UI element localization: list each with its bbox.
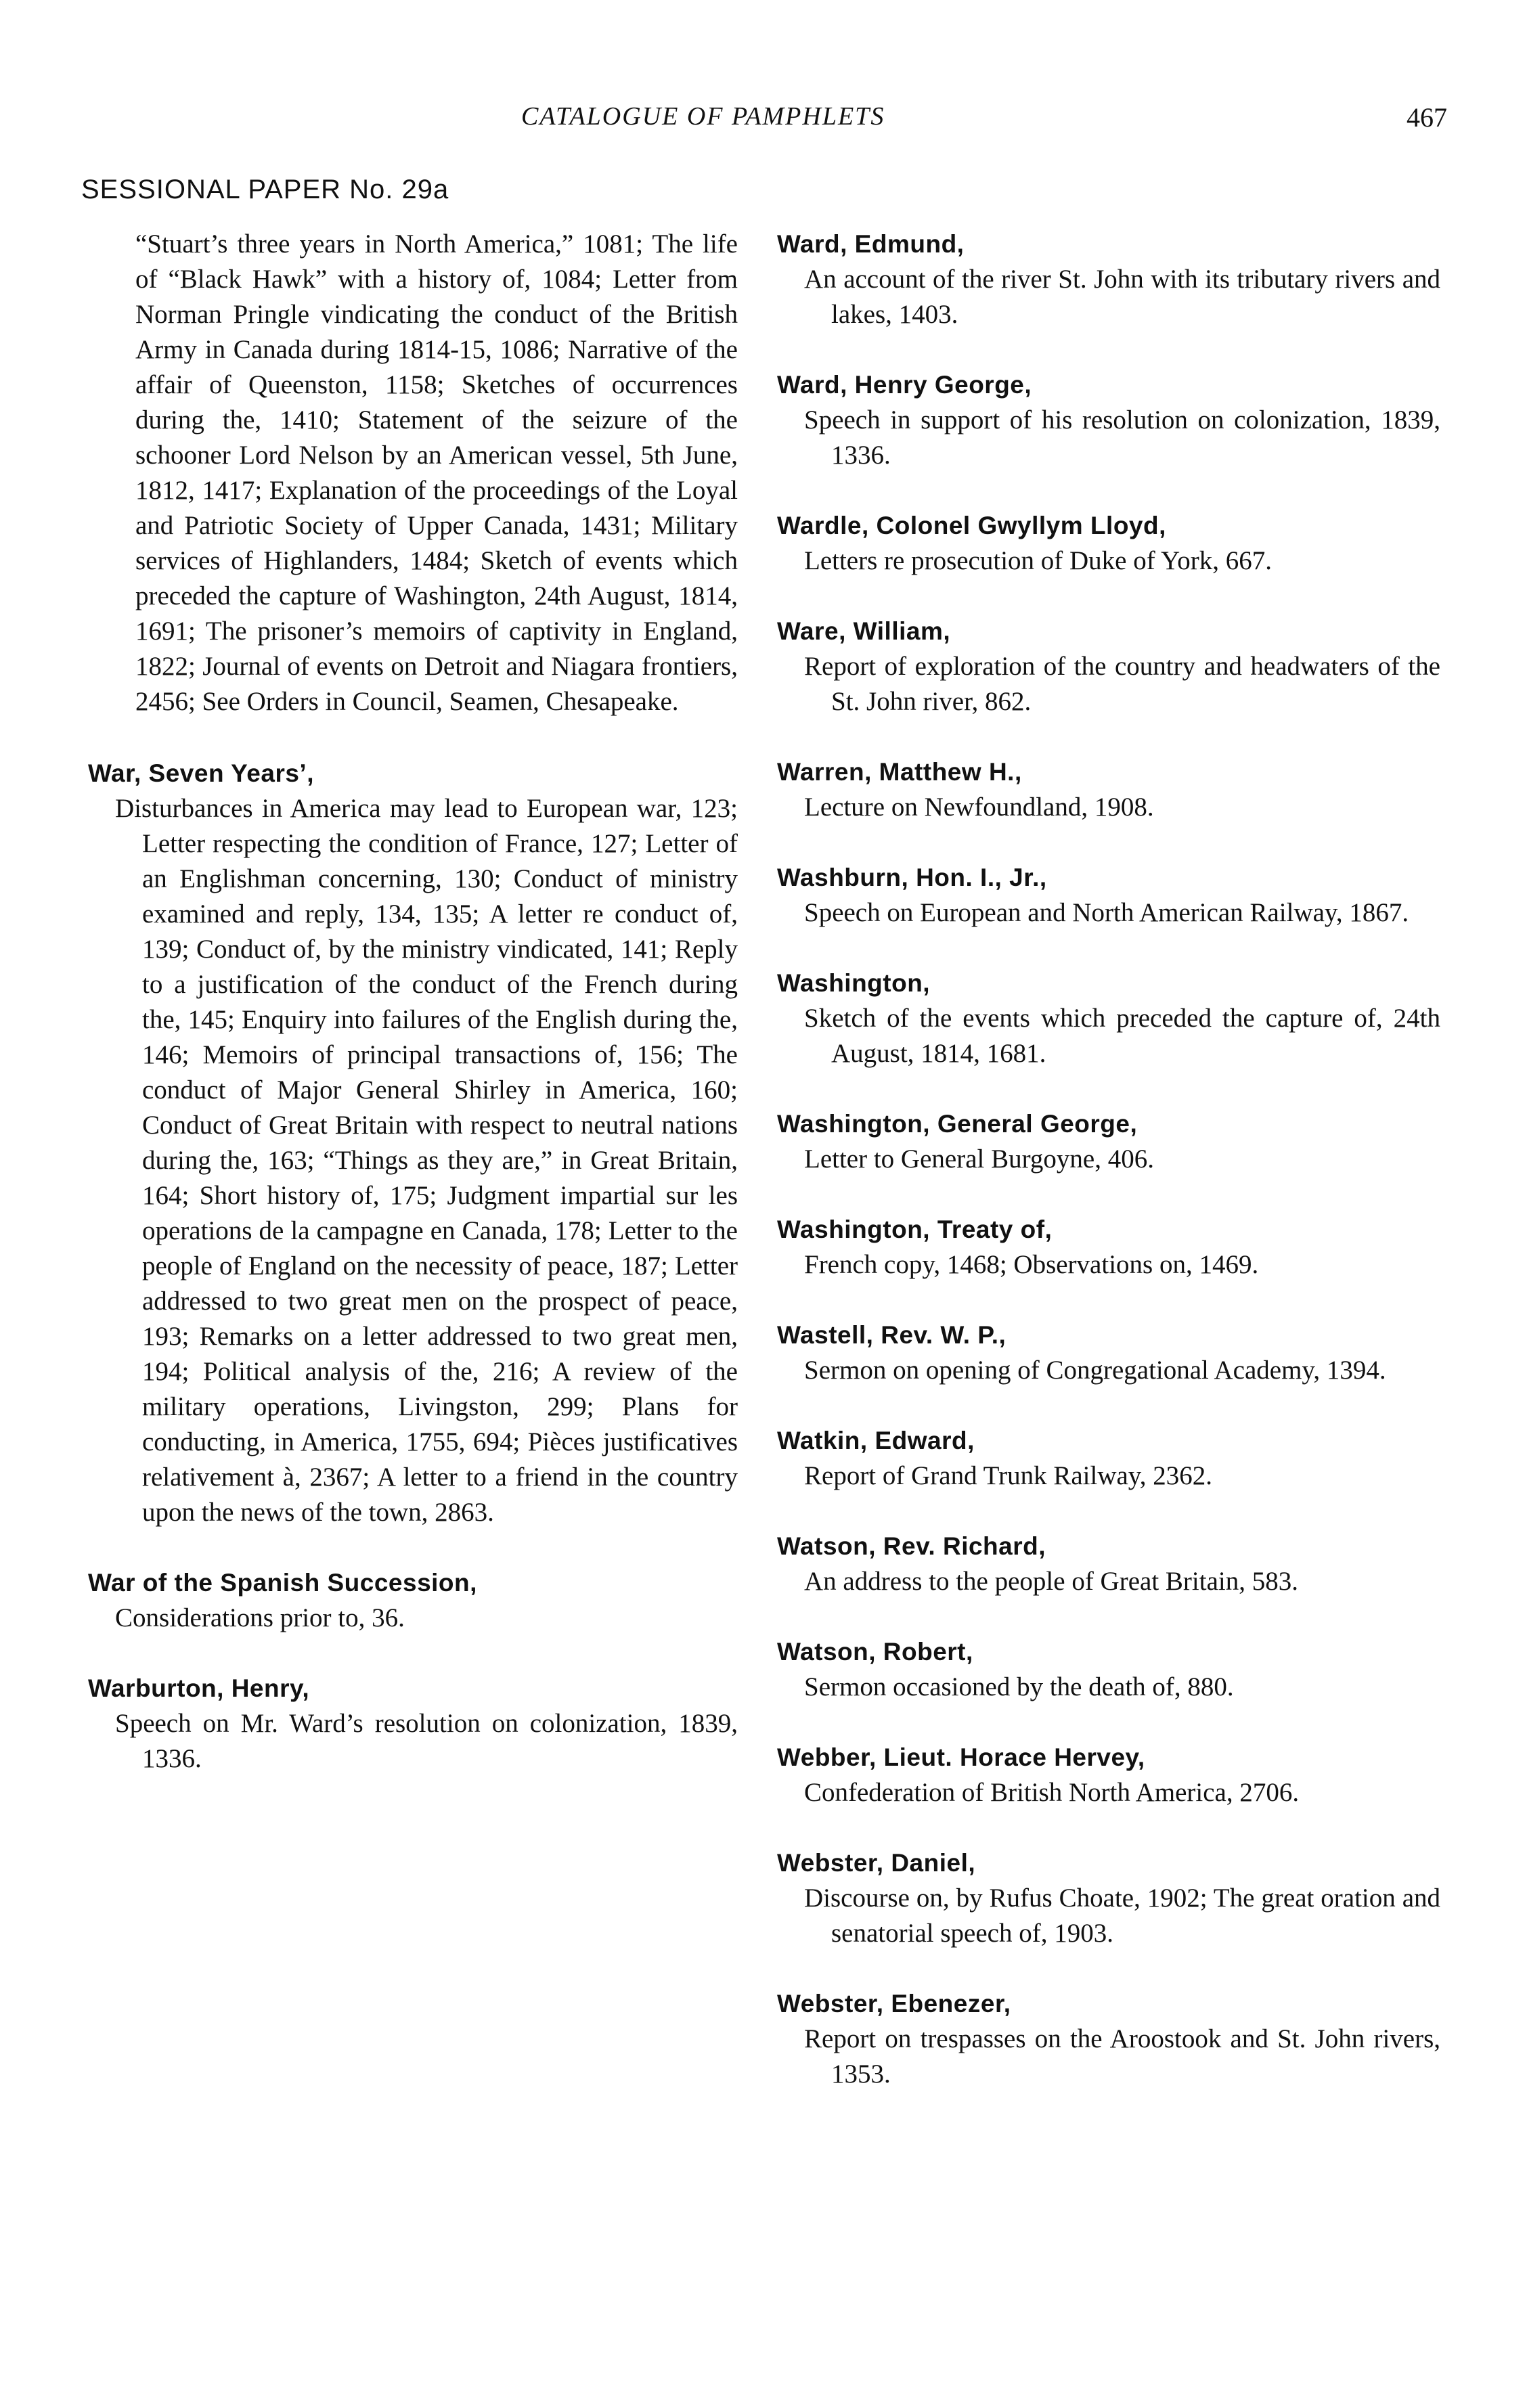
page-number: 467 [1407, 102, 1447, 133]
entry-heading: War of the Spanish Succession, [88, 1569, 477, 1597]
catalogue-entry [777, 966, 1440, 1071]
entry-text: Sermon occasioned by the death of, 880. [804, 1672, 1234, 1701]
continued-entry-text: “Stuart’s three years in North America,” 1081; The life of “Black Hawk” with a history of, 1084; Letter from Norman Pringle vindicating the conduct of the British Army in Canada during 1814-15, 1086; Narrative of the affair of Queenston, 1158; Sketches of occurrences during the, 1410; Statement of the seizure of the schooner Lord Nelson by an American vessel, 5th June, 1812, 1417; Explanation of the proceedings of the Loyal and Patriotic Society of Upper Canada, 1431; Military services of Highlanders, 1484; Sketch of events which preceded the capture of Washington, 24th August, 1814, 1691; The prisoner’s memoirs of captivity in England, 1822; Journal of events on Detroit and Niagara frontiers, 2456; See Orders in Council, Seamen, Chesapeake. [135, 229, 738, 716]
catalogue-entry [777, 367, 1440, 473]
entry-heading: Webber, Lieut. Horace Hervey, [777, 1743, 1145, 1771]
entry-heading: Warren, Matthew H., [777, 758, 1022, 786]
entry-heading: Watkin, Edward, [777, 1427, 975, 1454]
entry-text: Speech in support of his resolution on colonization, 1839, 1336. [804, 405, 1440, 470]
entry-heading: Webster, Ebenezer, [777, 1990, 1011, 2017]
catalogue-entry [777, 1634, 1440, 1705]
entry-heading: Webster, Daniel, [777, 1849, 976, 1877]
entry-heading: Washington, [777, 969, 931, 997]
catalogue-entry [88, 1565, 738, 1636]
entry-heading: Wardle, Colonel Gwyllym Lloyd, [777, 512, 1166, 539]
entry-text: An account of the river St. John with its tributary rivers and lakes, 1403. [804, 265, 1440, 329]
catalogue-entry [777, 860, 1440, 931]
catalogue-entry [88, 756, 738, 1530]
left-column [88, 227, 738, 1777]
entry-text: Sermon on opening of Congregational Academy, 1394. [804, 1356, 1386, 1385]
entry-heading: Watson, Rev. Richard, [777, 1532, 1046, 1560]
entry-text: Speech on Mr. Ward’s resolution on colonization, 1839, 1336. [115, 1709, 738, 1773]
catalogue-entry [777, 1846, 1440, 1951]
entry-text: Speech on European and North American Railway, 1867. [804, 898, 1409, 927]
catalogue-entry [777, 1740, 1440, 1810]
entry-text: Discourse on, by Rufus Choate, 1902; The great oration and senatorial speech of, 1903. [804, 1883, 1440, 1948]
entry-heading: Ward, Edmund, [777, 230, 965, 258]
right-column [777, 227, 1440, 2092]
catalogue-entry [777, 227, 1440, 332]
entry-heading: Washington, Treaty of, [777, 1216, 1053, 1243]
entry-heading: War, Seven Years’, [88, 759, 314, 787]
entry-text: Considerations prior to, 36. [115, 1603, 405, 1632]
entry-text: Confederation of British North America, 2706. [804, 1778, 1300, 1807]
catalogue-entry [777, 508, 1440, 579]
entry-heading: Washburn, Hon. I., Jr., [777, 864, 1047, 891]
entry-heading: Wastell, Rev. W. P., [777, 1321, 1006, 1349]
catalogue-entry [777, 1986, 1440, 2092]
catalogue-entry [777, 1318, 1440, 1388]
entry-text: Report on trespasses on the Aroostook and St. John rivers, 1353. [804, 2024, 1440, 2089]
running-title: CATALOGUE OF PAMPHLETS [521, 102, 885, 131]
catalogue-entry [777, 755, 1440, 825]
catalogue-entry [777, 614, 1440, 719]
catalogue-entry [777, 1212, 1440, 1283]
entry-heading: Ware, William, [777, 617, 951, 645]
entry-text: Report of exploration of the country and headwaters of the St. John river, 862. [804, 652, 1440, 716]
entry-text: Disturbances in America may lead to European war, 123; Letter respecting the condition of France, 127; Letter of an Englishman concerning, 130; Conduct of ministry examined and reply, 134, 135; A letter re conduct of, 139; Conduct of, by the ministry vindicated, 141; Reply to a justification of the conduct of the French during the, 145; Enquiry into failures of the English during the, 146; Memoirs of principal transactions of, 156; The conduct of Major General Shirley in America, 160; Conduct of Great Britain with respect to neutral nations during the, 163; “Things as they are,” in Great Britain, 164; Short history of, 175; Judgment impartial sur les operations de la campagne en Canada, 178; Letter to the people of England on the necessity of peace, 187; Letter addressed to two great men on the prospect of peace, 193; Remarks on a letter addressed to two great men, 194; Political analysis of the, 216; A review of the military operations, Livingston, 299; Plans for conducting, in America, 1755, 694; Pièces justificatives relativement à, 2367; A letter to a friend in the country upon the news of the town, 2863. [115, 794, 738, 1527]
entry-heading: Watson, Robert, [777, 1638, 973, 1666]
entry-text: Lecture on Newfoundland, 1908. [804, 793, 1154, 822]
entry-heading: Ward, Henry George, [777, 371, 1032, 399]
entry-heading: Warburton, Henry, [88, 1674, 310, 1702]
catalogue-entry [777, 1423, 1440, 1494]
catalogue-entry [777, 1529, 1440, 1599]
entry-heading: Washington, General George, [777, 1110, 1138, 1138]
catalogue-entry [777, 1107, 1440, 1177]
entry-text: An address to the people of Great Britain, 583. [804, 1567, 1298, 1596]
entry-text: Sketch of the events which preceded the capture of, 24th August, 1814, 1681. [804, 1004, 1440, 1068]
entry-text: Letter to General Burgoyne, 406. [804, 1144, 1154, 1174]
entry-text: Report of Grand Trunk Railway, 2362. [804, 1461, 1213, 1490]
catalogue-entry [88, 1671, 738, 1777]
entry-text: French copy, 1468; Observations on, 1469. [804, 1250, 1259, 1279]
sessional-paper-label: SESSIONAL PAPER No. 29a [81, 175, 449, 204]
entry-text: Letters re prosecution of Duke of York, 667. [804, 546, 1272, 575]
